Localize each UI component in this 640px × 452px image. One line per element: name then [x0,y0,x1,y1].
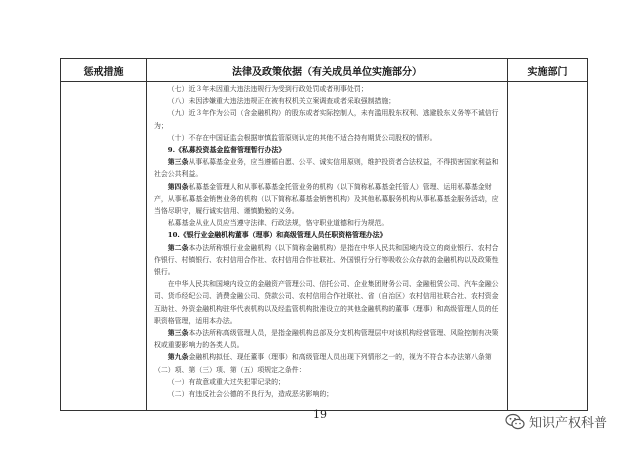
law-paragraph [154,181,501,218]
legal-basis-cell [147,82,508,411]
wechat-icon [505,413,525,431]
article-text: 本办法所称银行业金融机构（以下简称金融机构）是指在中华人民共和国境内设立的商业银行、农村合作银行、村镇银行、农村信用合作社、农村信用合作社联社、外国银行分行等吸收公众存款的金融机构以及政策性银行。 [154,243,499,277]
article-text: 本办法所称高级管理人员，是指金融机构总部及分支机构管理层中对该机构经营管理、风险控制有决策权或重要影响力的各类人员。 [154,329,499,350]
law-title [154,229,501,241]
watermark [505,412,607,431]
page-number: 19 [313,408,327,421]
law-paragraph: 私募基金从业人员应当遵守法律、行政法规，恪守职业道德和行为规范。 [167,219,389,228]
header-measures: 惩戒措施 [61,59,147,82]
table-body-row [61,82,588,411]
article-text: 从事私募基金业务，应当遵循自愿、公平、诚实信用原则，维护投资者合法权益，不得损害国家利益和社会公共利益。 [154,158,499,179]
law-paragraph [154,327,501,351]
article-number: 第四条 [167,182,189,191]
legal-text [147,82,507,400]
article-number: 第九条 [167,353,189,362]
law-paragraph: （一）有故意或重大过失犯罪记录的； [167,377,285,386]
article-number: 第三条 [167,158,189,167]
law-paragraph: （八）未因涉嫌重大违法违规正在被有权机关立案调查或者采取强制措施； [167,97,396,106]
law-paragraph [154,156,501,180]
law-paragraph: （七）近３年未因重大违法违规行为受到行政处罚或者刑事处罚； [167,85,368,93]
watermark-text: 知识产权科普 [529,416,608,431]
article-number: 第二条 [167,243,189,252]
law-paragraph: （二）有违反社会公德的不良行为，造成恶劣影响的； [167,390,334,399]
header-legal-basis: 法律及政策依据（有关成员单位实施部分） [147,59,508,82]
table-header-row [61,59,588,82]
law-paragraph: （九）近３年作为公司（含金融机构）的股东或者实际控制人，未有滥用股东权利、逃避股东义务等不诚信行为； [154,109,499,130]
article-text: 金融机构拟任、现任董事（理事）和高级管理人员出现下列情形之一的，视为不符合本办法第八条第（二）项、第（三）项、第（五）项规定之条件： [154,353,492,374]
article-text: 私募基金管理人和从事私募基金托管业务的机构（以下简称私募基金托管人）管理、运用私募基金财产，从事私募基金销售业务的机构（以下简称私募基金销售机构）及其他私募服务机构从事私募基金服务活动，应当恪尽职守，履行诚实信用、谨慎勤勉的义务。 [154,182,499,216]
law-title-text: 10.《银行业金融机构董事（理事）和高级管理人员任职资格管理办法》 [167,231,387,240]
law-title [154,144,501,156]
law-paragraph: 在中华人民共和国境内设立的金融资产管理公司、信托公司、企业集团财务公司、金融租赁公司、汽车金融公司、货币经纪公司、消费金融公司、贷款公司、农村信用合作社联社、省（自治区）农村信用社联合社、农村资金互助社、外资金融机构驻华代表机构以及经监管机构批准设立的其他金融机构的董事（理事）和高级管理人员的任职资格管理，适用本办法。 [154,280,499,325]
law-title-text: 9.《私募投资基金监督管理暂行办法》 [167,146,286,155]
header-department: 实施部门 [508,59,588,82]
department-cell [508,82,588,411]
law-paragraph [154,351,501,375]
measures-cell [61,82,147,411]
law-paragraph [154,242,501,279]
law-paragraph: （十）不存在中国证监会根据审慎监管原则认定的其他不适合持有期货公司股权的情形。 [167,133,437,142]
policy-table [60,58,588,411]
article-number: 第三条 [167,329,189,338]
